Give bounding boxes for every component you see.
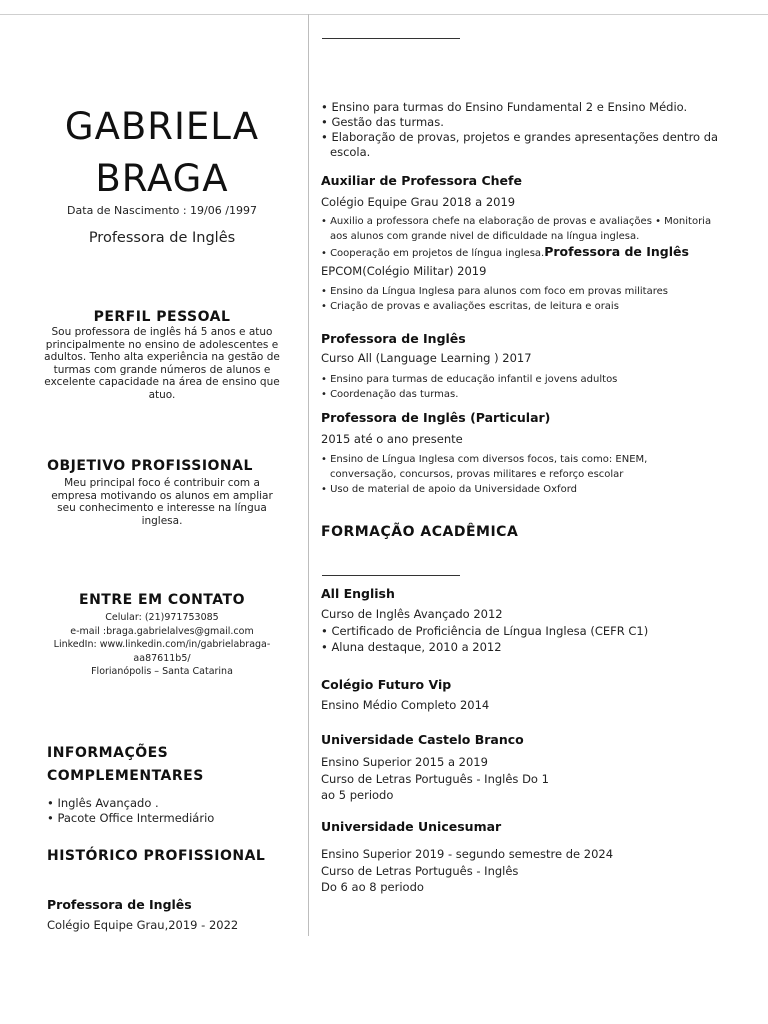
bullet-item — [321, 244, 721, 261]
first-name: GABRIELA — [64, 105, 260, 148]
info-title-line1: INFORMAÇÕES — [47, 745, 169, 761]
perfil-title: PERFIL PESSOAL — [93, 309, 231, 325]
linkedin-text-cont: aa87611b5/ — [133, 652, 191, 664]
epcom-bullets — [321, 284, 721, 314]
perfil-line: principalmente no ensino de adolescentes e — [45, 338, 279, 351]
particular-bullets — [321, 452, 701, 497]
edu-line: • Certificado de Proficiência de Língua Inglesa (CEFR C1) — [321, 623, 649, 638]
top-border-line — [0, 14, 768, 15]
unicesumar-details — [321, 846, 613, 896]
all-english-details — [321, 606, 648, 656]
phone-text: Celular: (21)971753085 — [105, 612, 219, 623]
objetivo-title: OBJETIVO PROFISSIONAL — [47, 458, 253, 474]
info-item: • Inglês Avançado . — [47, 796, 159, 810]
contato-details — [40, 611, 284, 679]
info-item: • Pacote Office Intermediário — [47, 810, 215, 825]
epcom-place: EPCOM(Colégio Militar) 2019 — [321, 264, 487, 278]
email-text: e-mail :braga.gabrielalves@gmail.com — [70, 625, 254, 637]
perfil-text — [40, 326, 284, 402]
first-job-place: Colégio Equipe Grau,2019 - 2022 — [47, 918, 239, 932]
bullet-item: • Elaboração de provas, projetos e grandes apresentações dentro da escola. — [321, 130, 719, 159]
edu-line: Ensino Médio Completo 2014 — [321, 698, 490, 712]
futuro-details — [321, 697, 489, 714]
all-english-name: All English — [321, 586, 395, 601]
perfil-line: atuo. — [148, 388, 176, 401]
edu-line: • Aluna destaque, 2010 a 2012 — [321, 640, 502, 654]
objetivo-text — [40, 477, 284, 527]
edu-line: Curso de Inglês Avançado 2012 — [321, 607, 503, 621]
edu-line: Ensino Superior 2015 a 2019 — [321, 755, 488, 769]
all-title: Professora de Inglês — [321, 331, 466, 346]
last-name: BRAGA — [95, 157, 229, 200]
castelo-details — [321, 754, 549, 804]
edu-line: Curso de Letras Português - Inglês Do 1 — [321, 771, 549, 786]
bullet-item: • Ensino de Língua Inglesa com diversos focos, tais como: ENEM, conversação, concursos, provas militares e reforço escolar — [321, 454, 648, 480]
bullet-item: • Ensino da Língua Inglesa para alunos com foco em provas militares — [321, 286, 668, 297]
aux-title: Auxiliar de Professora Chefe — [321, 173, 522, 188]
info-list — [47, 796, 214, 825]
contato-title: ENTRE EM CONTATO — [79, 592, 245, 608]
objetivo-line: Meu principal foco é contribuir com a — [64, 477, 260, 489]
column-divider — [308, 14, 309, 936]
bullet-item: • Ensino para turmas do Ensino Fundamental 2 e Ensino Médio. — [321, 100, 688, 114]
section-rule — [322, 38, 460, 39]
first-job-title: Professora de Inglês — [47, 897, 192, 912]
all-bullets — [321, 372, 721, 402]
edu-line: ao 5 periodo — [321, 788, 394, 802]
edu-line: Ensino Superior 2019 - segundo semestre de 2024 — [321, 847, 614, 861]
edu-line: Do 6 ao 8 periodo — [321, 880, 424, 894]
perfil-line: turmas com grande números de alunos e — [53, 363, 271, 376]
birth-date: Data de Nascimento : 19/06 /1997 — [67, 204, 257, 217]
aux-place: Colégio Equipe Grau 2018 a 2019 — [321, 195, 516, 209]
info-title-line2: COMPLEMENTARES — [47, 768, 204, 784]
objetivo-line: seu conhecimento e interesse na língua — [57, 502, 267, 515]
aux-bullets — [321, 214, 721, 261]
objetivo-line: empresa motivando os alunos em ampliar — [51, 489, 273, 502]
perfil-line: excelente capacidade na área de ensino que — [44, 376, 280, 389]
bullet-item: • Ensino para turmas de educação infantil e jovens adultos — [321, 374, 618, 385]
bullet-item: • Coordenação das turmas. — [321, 389, 459, 400]
role-title: Professora de Inglês — [88, 230, 236, 246]
particular-place: 2015 até o ano presente — [321, 432, 463, 446]
edu-line: Curso de Letras Português - Inglês — [321, 863, 519, 878]
unicesumar-name: Universidade Unicesumar — [321, 819, 502, 834]
futuro-name: Colégio Futuro Vip — [321, 677, 452, 692]
objetivo-line: inglesa. — [141, 514, 183, 527]
all-place: Curso All (Language Learning ) 2017 — [321, 351, 532, 365]
inline-job-title: Professora de Inglês — [544, 244, 689, 259]
bullet-item: • Criação de provas e avaliações escritas, de leitura e orais — [321, 301, 619, 312]
perfil-line: Sou professora de inglês há 5 anos e atuo — [51, 326, 273, 338]
bullet-item: • Auxilio a professora chefe na elaboração de provas e avaliações • Monitoria aos alunos com grande nivel de dificuldade na língua inglesa. — [321, 216, 712, 242]
bullet-item: • Gestão das turmas. — [321, 115, 444, 129]
linkedin-text: LinkedIn: www.linkedin.com/in/gabrielabraga- — [53, 639, 271, 650]
location-text: Florianópolis – Santa Catarina — [91, 666, 233, 677]
historico-title: HISTÓRICO PROFISSIONAL — [47, 848, 266, 864]
bullet-item: • Uso de material de apoio da Universidade Oxford — [321, 484, 577, 495]
formacao-title: FORMAÇÃO ACADÊMICA — [321, 524, 519, 540]
bullet-text: • Cooperação em projetos de língua inglesa. — [321, 248, 545, 259]
castelo-name: Universidade Castelo Branco — [321, 732, 524, 747]
section-rule — [322, 575, 460, 576]
particular-title: Professora de Inglês (Particular) — [321, 410, 551, 425]
perfil-line: adultos. Tenho alta experiência na gestão de — [44, 351, 280, 364]
intro-bullets — [321, 100, 721, 160]
